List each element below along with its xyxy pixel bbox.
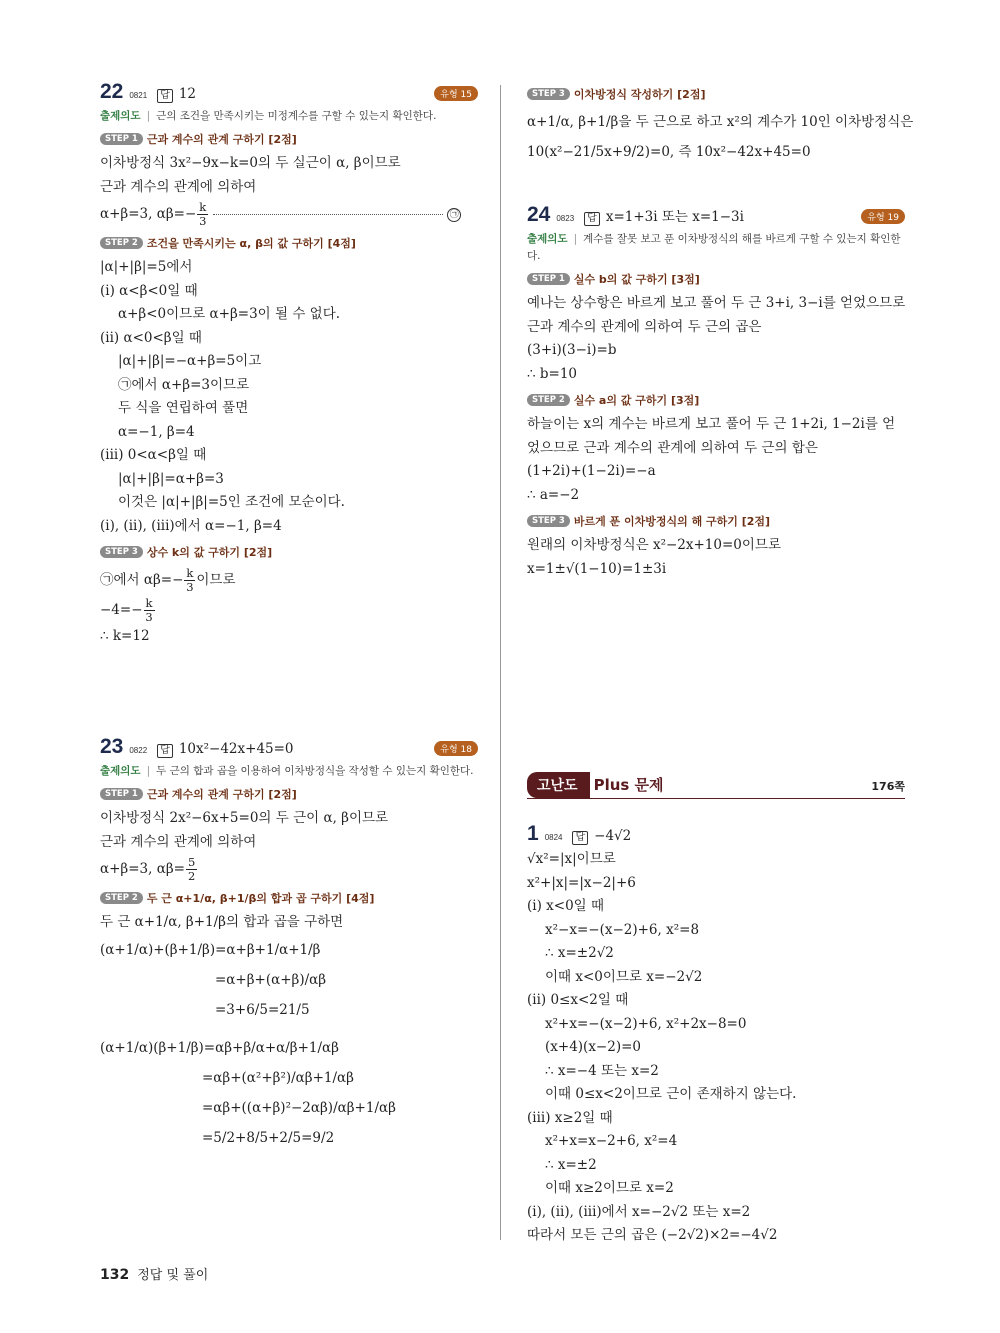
solution-line: α+1/α, β+1/β을 두 근으로 하고 x²의 계수가 10인 이차방정식은: [527, 114, 914, 130]
intent-separator: |: [146, 765, 151, 777]
solution-line: =α+β+(α+β)/αβ: [215, 971, 327, 988]
step-title: 근과 계수의 관계 구하기 [2점]: [146, 133, 297, 146]
step-badge: STEP 1: [100, 788, 143, 800]
fraction: [144, 597, 155, 624]
step-title: 두 근 α+1/α, β+1/β의 합과 곱 구하기 [4점]: [146, 892, 375, 905]
fraction-numerator: 5: [187, 855, 196, 869]
solution-line: [100, 565, 478, 595]
solution-line: (i), (ii), (iii)에서 x=−2√2 또는 x=2: [527, 1203, 751, 1220]
step-title: 실수 b의 값 구하기 [3점]: [573, 273, 700, 286]
intent-separator: |: [146, 110, 151, 122]
solution-line: [100, 854, 478, 884]
answer-value: 12: [178, 86, 197, 102]
intent-label: 출제의도: [527, 233, 568, 245]
solution-line: (α+1/α)(β+1/β)=αβ+β/α+α/β+1/αβ: [100, 1039, 339, 1056]
solution-line: (ii) 0≤x<2일 때: [527, 992, 629, 1008]
solution-line: x=1±√(1−10)=1±3i: [527, 560, 667, 577]
solution-line: 근과 계수의 관계에 의하여: [100, 833, 257, 850]
solution-line: 두 근 α+1/α, β+1/β의 합과 곱을 구하면: [100, 914, 344, 930]
spacer: [527, 167, 905, 203]
fraction-denominator: 3: [145, 610, 153, 624]
step-title: 조건을 만족시키는 α, β의 값 구하기 [4점]: [146, 237, 356, 250]
step-title: 근과 계수의 관계 구하기 [2점]: [146, 788, 297, 801]
solution-line: x²+x=x−2+6, x²=4: [545, 1133, 678, 1149]
solution-line: [100, 595, 478, 625]
equation-text: ㉠에서 αβ=−: [100, 572, 184, 588]
column-divider: [500, 85, 501, 1240]
intent-text: 근의 조건을 만족시키는 미정계수를 구할 수 있는지 확인한다.: [156, 110, 437, 122]
solution-line: 예나는 상수항은 바르게 보고 풀어 두 근 3+i, 3−i를 얻었으므로: [527, 295, 906, 311]
fraction-denominator: 2: [187, 869, 196, 883]
problem-code: 0822: [129, 746, 148, 755]
problem-code: 0821: [129, 91, 148, 100]
solution-line: 이때 x≥2이므로 x=2: [545, 1180, 674, 1196]
equation-text: α+β=3, αβ=: [100, 861, 185, 877]
equation-text: −4=−: [100, 602, 143, 618]
solution-line: |α|+|β|=−α+β=5이고: [118, 353, 262, 369]
intent-label: 출제의도: [100, 765, 141, 777]
solution-line: 이때 0≤x<2이므로 근이 존재하지 않는다.: [545, 1086, 797, 1102]
solution-line: ∴ b=10: [527, 365, 578, 382]
step-2-heading: [100, 890, 478, 906]
solution-line: 이것은 |α|+|β|=5인 조건에 모순이다.: [118, 494, 345, 510]
step-3-heading: [527, 86, 905, 102]
step-title: 이차방정식 작성하기 [2점]: [573, 88, 706, 101]
problem-header: [100, 80, 478, 106]
step-1-heading: [100, 786, 478, 802]
problem-header: [527, 203, 905, 229]
problem-header: [100, 735, 478, 761]
solution-line: =αβ+(α²+β²)/αβ+1/αβ: [202, 1069, 354, 1086]
step-title: 바르게 푼 이차방정식의 해 구하기 [2점]: [573, 515, 771, 528]
problem-code: 0823: [556, 214, 575, 223]
plus-title: Plus 문제: [593, 776, 664, 794]
solution-line: |α|+|β|=α+β=3: [118, 470, 224, 487]
solution-line: 근과 계수의 관계에 의하여: [100, 178, 257, 195]
solution-line: 이차방정식 3x²−9x−k=0의 두 실근이 α, β이므로: [100, 155, 401, 171]
intent-label: 출제의도: [100, 110, 141, 122]
hard-problem-1: [527, 822, 905, 1248]
step-badge: STEP 1: [100, 133, 143, 145]
solution-line: =αβ+((α+β)²−2αβ)/αβ+1/αβ: [202, 1099, 396, 1116]
left-column: [100, 80, 478, 661]
answer-icon: 답: [157, 744, 173, 758]
solution-line: 이때 x<0이므로 x=−2√2: [545, 968, 703, 985]
solution-line: 두 식을 연립하여 풀면: [118, 400, 249, 416]
equation-text: α+β=3, αβ=−: [100, 206, 197, 222]
fraction-numerator: k: [186, 566, 194, 580]
step-1-heading: [527, 271, 905, 287]
solution-line: (iii) x≥2일 때: [527, 1109, 613, 1126]
solution-line: (i) α<β<0일 때: [100, 282, 198, 299]
solution-line: α+β<0이므로 α+β=3이 될 수 없다.: [118, 306, 341, 322]
solution-line: (3+i)(3−i)=b: [527, 342, 617, 358]
type-badge: 유형 18: [434, 741, 478, 756]
problem-number: 23: [100, 735, 124, 758]
problem-number: 24: [527, 203, 551, 226]
fraction-denominator: 3: [199, 214, 207, 228]
fraction: [197, 201, 208, 228]
solution-line: 10(x²−21/5x+9/2)=0, 즉 10x²−42x+45=0: [527, 144, 811, 160]
hard-plus-header: [527, 772, 905, 802]
solution-line: =3+6/5=21/5: [215, 1001, 310, 1018]
fraction-numerator: k: [199, 200, 207, 214]
solution-line: 근과 계수의 관계에 의하여 두 근의 곱은: [527, 318, 762, 335]
circle-marker-icon: ㉠: [447, 208, 461, 222]
footer-title: 정답 및 풀이: [137, 1268, 209, 1283]
step-badge: STEP 3: [527, 515, 570, 527]
solution-line: (ii) α<0<β일 때: [100, 329, 202, 346]
problem-24: [527, 203, 905, 581]
type-badge: 유형 19: [861, 209, 905, 224]
solution-line: (α+1/α)+(β+1/β)=α+β+1/α+1/β: [100, 941, 321, 958]
fraction: [186, 856, 197, 883]
solution-line: (x+4)(x−2)=0: [545, 1039, 641, 1055]
problem-code: 0824: [544, 833, 563, 842]
right-column: [527, 80, 914, 593]
solution-line: =5/2+8/5+2/5=9/2: [202, 1129, 335, 1146]
step-badge: STEP 2: [100, 892, 143, 904]
problem-number: 22: [100, 80, 124, 103]
solution-line: x²−x=−(x−2)+6, x²=8: [545, 921, 700, 938]
solution-line: 따라서 모든 근의 곱은 (−2√2)×2=−4√2: [527, 1227, 778, 1243]
solution-line: ㉠에서 α+β=3이므로: [118, 376, 250, 393]
step-1-heading: [100, 131, 478, 147]
hard-banner: 고난도: [527, 772, 590, 798]
intent-line: [100, 763, 478, 780]
solution-line: 었으므로 근과 계수의 관계에 의하여 두 근의 합은: [527, 439, 818, 456]
solution-line: [100, 199, 478, 229]
dotted-leader: [213, 214, 443, 215]
solution-line: (i), (ii), (iii)에서 α=−1, β=4: [100, 517, 282, 534]
step-2-heading: [100, 235, 478, 251]
page-number: 132: [100, 1267, 130, 1283]
solution-line: (iii) 0<α<β일 때: [100, 447, 207, 463]
fraction-numerator: k: [145, 596, 153, 610]
solution-line: |α|+|β|=5에서: [100, 259, 193, 275]
step-title: 실수 a의 값 구하기 [3점]: [573, 394, 700, 407]
fraction: [184, 567, 195, 594]
answer-value: 10x²−42x+45=0: [178, 741, 294, 757]
intent-line: [100, 108, 478, 125]
solution-line: ∴ a=−2: [527, 486, 580, 503]
answer-icon: 답: [157, 89, 173, 103]
type-badge: 유형 15: [434, 86, 478, 101]
solution-line: x²+x=−(x−2)+6, x²+2x−8=0: [545, 1015, 747, 1032]
solution-line: 하늘이는 x의 계수는 바르게 보고 풀어 두 근 1+2i, 1−2i를 얻: [527, 416, 896, 432]
answer-value: x=1+3i 또는 x=1−3i: [605, 209, 744, 225]
intent-separator: |: [573, 233, 578, 245]
solution-line: (1+2i)+(1−2i)=−a: [527, 463, 656, 479]
answer-icon: 답: [584, 212, 600, 226]
section-rule: [527, 798, 905, 799]
solution-line: ∴ x=−4 또는 x=2: [545, 1062, 659, 1079]
solution-line: α=−1, β=4: [118, 423, 195, 440]
solution-line: 이차방정식 2x²−6x+5=0의 두 근이 α, β이므로: [100, 810, 389, 826]
problem-number: 1: [527, 822, 539, 845]
answer-value: −4√2: [594, 828, 632, 844]
solution-line: ∴ x=±2√2: [545, 945, 614, 961]
page-footer: [100, 1264, 208, 1283]
step-badge: STEP 2: [527, 394, 570, 406]
intent-line: [527, 231, 905, 265]
problem-22: [100, 80, 478, 649]
step-badge: STEP 2: [100, 237, 143, 249]
solution-line: (i) x<0일 때: [527, 898, 605, 914]
step-badge: STEP 3: [100, 546, 143, 558]
step-3-heading: [100, 544, 478, 560]
page-reference: 176쪽: [871, 780, 905, 793]
solution-line: ∴ x=±2: [545, 1156, 597, 1173]
solution-line: 원래의 이차방정식은 x²−2x+10=0이므로: [527, 537, 782, 553]
intent-text: 계수를 잘못 보고 푼 이차방정식의 해를 바르게 구할 수 있는지 확인한다.: [527, 233, 901, 262]
problem-header: [527, 822, 905, 848]
step-3-heading: [527, 513, 905, 529]
intent-text: 두 근의 합과 곱을 이용하여 이차방정식을 작성할 수 있는지 확인한다.: [156, 765, 474, 777]
solution-line: √x²=|x|이므로: [527, 851, 616, 867]
solution-line: ∴ k=12: [100, 628, 150, 644]
step-badge: STEP 3: [527, 88, 570, 100]
step-2-heading: [527, 392, 905, 408]
fraction-denominator: 3: [186, 580, 194, 594]
solution-line: x²+|x|=|x−2|+6: [527, 874, 636, 891]
equation-text: 이므로: [196, 572, 236, 588]
spacer: [100, 1025, 478, 1033]
step-badge: STEP 1: [527, 273, 570, 285]
step-title: 상수 k의 값 구하기 [2점]: [146, 546, 273, 559]
problem-23: [100, 735, 478, 1153]
answer-icon: 답: [572, 831, 588, 845]
